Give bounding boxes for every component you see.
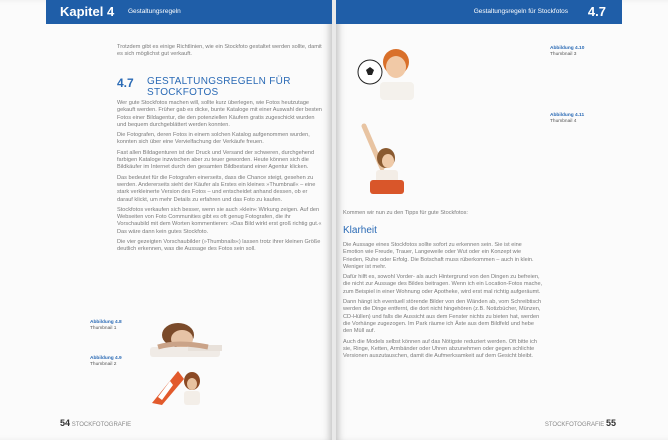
caption-fig-4-9: Abbildung 4.9 Thumbnail 2 — [90, 356, 122, 367]
paragraph: Fast allen Bildagenturen ist der Druck und Versand der schweren, durchgehend farbigen Kataloge inzwischen aber zu teuer geworden. Heute können sich die Bildkäufer im Internet durch den gesamten Bildbestand einer Agentur klicken. — [117, 149, 315, 171]
chapter-topic: Gestaltungsregeln — [128, 8, 181, 15]
right-page — [336, 0, 668, 440]
paragraph: Auch die Models selbst können auf das Nötigste reduziert werden. Oft bitte ich sie, Ringe, Ketten, Armbänder oder Uhren abzunehmen oder gegen schlichte Versionen auszutauschen, damit die Aufmerksamkeit auf dem Gesicht bleibt. — [343, 338, 538, 360]
paragraph: Dafür hilft es, sowohl Vorder- als auch Hintergrund von den Dingen zu befreien, die nicht zur Aussage des Bildes beitragen. Wenn ich ein Location-Fotos mache, zum Beispiel in einer Wohnung oder Apotheke, wird erst mal richtig aufgeräumt. — [343, 274, 543, 295]
left-body — [117, 100, 322, 257]
section-title: GESTALTUNGSREGELN FÜR STOCKFOTOS — [147, 76, 291, 98]
right-header-number: 4.7 — [587, 4, 606, 19]
paragraph: Die Fotografen, deren Fotos in einem solchen Katalog aufgenommen wurden, konnten sich über eine Vervielfachung der Verkäufe freuen. — [117, 132, 310, 146]
right-lead: Kommen wir nun zu den Tipps für gute Stockfotos: — [343, 210, 468, 216]
paragraph: Stockfotos verkaufen sich besser, wenn sie auch »klein« Wirkung zeigen. Auf den Webseiten von Foto Communities gibt es oft genug Fotografen, die ihr Vorschaubild mit dem Worten kommentieren: »Das Bild wirkt erst groß richtig gut.« Das wäre dann kein gutes Stockfoto. — [117, 206, 322, 235]
left-footer: 54 STOCKFOTOGRAFIE — [60, 418, 132, 428]
photo-traffic-cone-megaphone — [148, 363, 210, 408]
paragraph: Das bedeutet für die Fotografen einerseits, dass die Chance steigt, gesehen zu werden. Andererseits sieht der Käufer als Erstes ein kleines »Thumbnail« – eine stark verkleinerte Version des Fotos – und entscheidet anhand dessen, ob er darauf klickt, um mehr Details zu erfahren und das Foto zu kaufen. — [117, 174, 316, 203]
photo-sleeping-woman — [148, 317, 230, 359]
paragraph: Die vier gezeigten Vorschaubilder (»Thumbnails«) lassen trotz ihrer kleinen Größe deutlich erkennen, was die Aussage des Fotos sein soll. — [117, 239, 321, 253]
caption-fig-4-11: Abbildung 4.11 Thumbnail 4 — [550, 113, 585, 124]
right-header-topic: Gestaltungsregeln für Stockfotos — [473, 8, 568, 15]
subheading-klarheit: Klarheit — [343, 225, 377, 236]
right-body — [343, 242, 543, 363]
paragraph: Dann hängt ich eventuell störende Bilder von den Wänden ab, vom Schreibtisch werden die Dinge entfernt, die dort nicht hingehören (z.B. Notizbücher, Münzen, CD-Hüllen) und falls die Aussicht aus dem Fenster nichts zu bieten hat, werden die Vorhänge zugezogen. Im Park räume ich Äste aus dem Bildfeld und hebe den Müll auf. — [343, 299, 542, 335]
right-header-bar — [336, 0, 622, 24]
caption-fig-4-10: Abbildung 4.10 Thumbnail 3 — [550, 46, 585, 57]
photo-girl-cheering — [352, 118, 418, 196]
caption-fig-4-8: Abbildung 4.8 Thumbnail 1 — [90, 320, 122, 331]
left-header-bar — [46, 0, 332, 24]
chapter-label: Kapitel 4 — [60, 4, 115, 19]
right-footer: STOCKFOTOGRAFIE 55 — [544, 418, 616, 428]
intro-text: Trotzdem gibt es einige Richtlinien, wie ein Stockfoto gestaltet werden sollte, damit es sich möglichst gut verkauft. — [117, 44, 322, 58]
photo-boy-soccer-ball — [352, 42, 422, 100]
paragraph: Wer gute Stockfotos machen will, sollte kurz überlegen, wie Fotos heutzutage gekauft werden. Früher gab es dicke, bunte Kataloge mit einer Auswahl der besten Fotos einer Bildagentur, die den potenziellen Käufern gratis zugeschickt wurden und bequem durchgeblättert werden konnten. — [117, 100, 322, 128]
paragraph: Die Aussage eines Stockfotos sollte sofort zu erkennen sein. Sie ist eine Emotion wie Freude, Trauer, Langeweile oder Wut oder ein Konzept wie Frieden, Ruhe oder Erfolg. Die Botschaft muss rüberkommen – auch in klein. Weniger ist mehr. — [343, 242, 534, 270]
left-page — [0, 0, 332, 440]
section-number: 4.7 — [117, 76, 134, 90]
